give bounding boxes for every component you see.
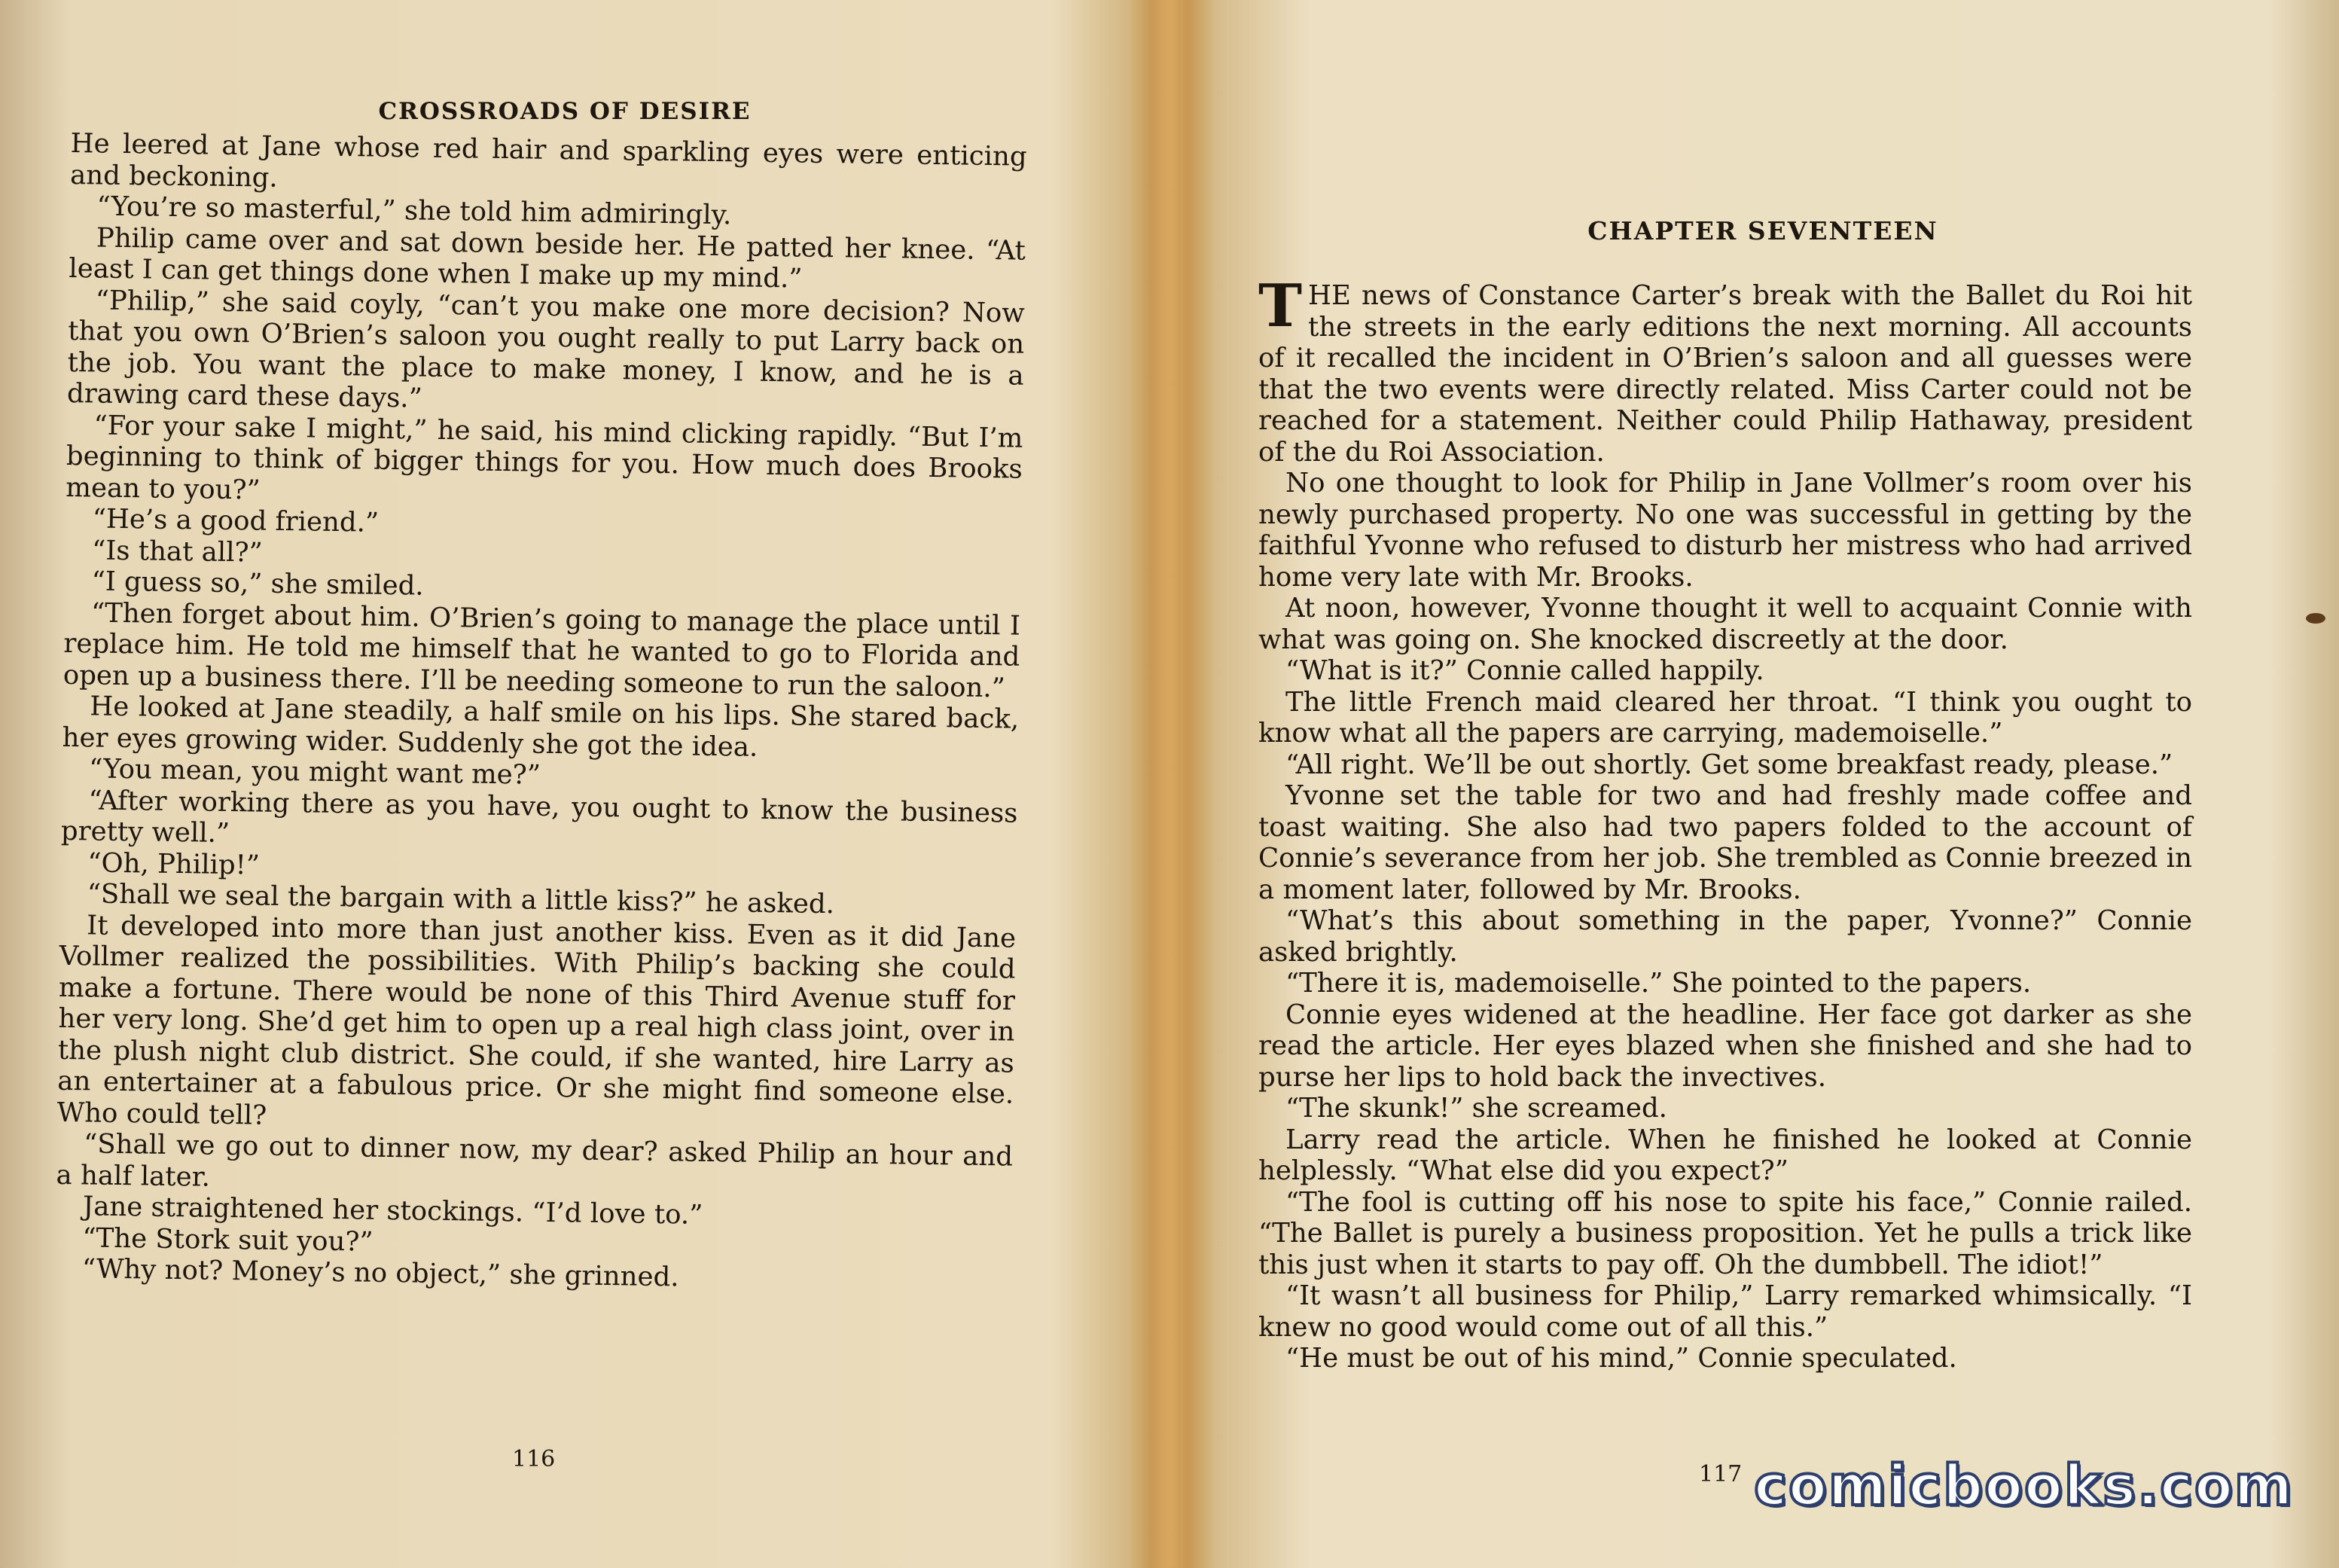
paragraph: “Then forget about him. O’Brien’s going to manage the place until I replace him. He told me himself that he wanted to go to Florida and open up a business there. I’ll be needing someone to run the saloon.”	[63, 596, 1021, 703]
right-page-text	[1258, 272, 2192, 1374]
first-paragraph	[1258, 272, 2192, 468]
paragraph: “You mean, you might want me?”	[88, 753, 541, 791]
paragraph: “You’re so masterful,” she told him admiringly.	[96, 191, 732, 231]
paragraph: It developed into more than just another kiss. Even as it did Jane Vollmer realized the possibilities. With Philip’s backing she could make a fortune. There would be none of this Third Avenue stuff for her very long. She’d get him to open up a real high class joint, over in the plush night club district. She could, if she wanted, hire Larry as an entertainer at a fabulous price. Or she might find someone else. Who could tell?	[56, 909, 1017, 1131]
paragraph: “The Stork suit you?”	[82, 1222, 374, 1258]
paragraph: “Shall we go out to dinner now, my dear? asked Philip an hour and a half later.	[56, 1128, 1014, 1193]
first-paragraph-text: HE news of Constance Carter’s break with the Ballet du Roi hit the streets in the early editions the next morning. All accounts of it recalled the incident in O’Brien’s saloon and all guesses were that the two events were directly related. Miss Carter could not be reached for a statement. Neither could Philip Hathaway, president of the du Roi Association.	[1258, 280, 2192, 468]
paragraph: “It wasn’t all business for Philip,” Larry remarked whimsically. “I knew no good would come out of all this.”	[1258, 1280, 2192, 1343]
paragraph: “Shall we seal the bargain with a little kiss?” he asked.	[87, 878, 835, 920]
paragraph: Larry read the article. When he finished he looked at Connie helplessly. “What else did you expect?”	[1258, 1124, 2192, 1186]
paragraph: No one thought to look for Philip in Jane Vollmer’s room over his newly purchased property. No one was successful in getting by the faithful Yvonne who refused to disturb her mistress who had arrived home very late with Mr. Brooks.	[1258, 468, 2192, 593]
paragraph: “He’s a good friend.”	[92, 503, 380, 538]
watermark-logo: comicbooks.com	[1754, 1454, 2294, 1518]
page-number: 116	[512, 1446, 556, 1472]
paragraph: “Oh, Philip!”	[87, 847, 261, 881]
paragraph: He looked at Jane steadily, a half smile on his lips. She stared back, her eyes growing wider. Suddenly she got the idea.	[62, 691, 1020, 763]
paragraph: “For your sake I might,” he said, his mind clicking rapidly. “But I’m beginning to think of bigger things for you. How much does Brooks mean to you?”	[66, 409, 1023, 506]
ink-spot	[2306, 613, 2325, 624]
paragraph: “What’s this about something in the paper, Yvonne?” Connie asked brightly.	[1258, 905, 2192, 968]
paragraph: Jane straightened her stockings. “I’d love to.”	[82, 1191, 703, 1231]
paragraph: “I guess so,” she smiled.	[91, 566, 424, 602]
paragraph: He leered at Jane whose red hair and sparkling eyes were enticing and beckoning.	[69, 128, 1027, 194]
right-page	[1187, 0, 2339, 1568]
paragraph: “He must be out of his mind,” Connie speculated.	[1285, 1343, 1957, 1374]
page-number: 117	[1699, 1461, 1743, 1487]
running-head: CROSSROADS OF DESIRE	[378, 98, 752, 125]
paragraph: At noon, however, Yvonne thought it well to acquaint Connie with what was going on. She knocked discreetly at the door.	[1258, 593, 2192, 655]
chapter-heading: CHAPTER SEVENTEEN	[1587, 216, 1938, 246]
left-page	[0, 0, 1152, 1568]
paragraph: Yvonne set the table for two and had freshly made coffee and toast waiting. She also had two papers folded to the account of Connie’s severance from her job. She trembled as Connie breezed in a moment later, followed by Mr. Brooks.	[1258, 780, 2192, 905]
paragraph: “Is that all?”	[91, 534, 264, 569]
paragraph: “The skunk!” she screamed.	[1285, 1093, 1667, 1124]
paragraph: “The fool is cutting off his nose to spite his face,” Connie railed. “The Ballet is purely a business proposition. Yet he pulls a trick like this just when it starts to pay off. Oh the dumbbell. The idiot!”	[1258, 1186, 2192, 1280]
paragraph: “After working there as you have, you ought to know the business pretty well.”	[60, 784, 1018, 850]
paragraph: “All right. We’ll be out shortly. Get some breakfast ready, please.”	[1285, 749, 2173, 780]
paragraph: The little French maid cleared her throat. “I think you ought to know what all the papers are carrying, mademoiselle.”	[1258, 686, 2192, 749]
paragraph: “What is it?” Connie called happily.	[1285, 655, 1764, 686]
paragraph: Philip came over and sat down beside her. He patted her knee. “At least I can get things done when I make up my mind.”	[69, 221, 1026, 294]
paragraph: Connie eyes widened at the headline. Her face got darker as she read the article. Her eyes blazed when she finished and she had to purse her lips to hold back the invectives.	[1258, 999, 2192, 1093]
paragraph: “Philip,” she said coyly, “can’t you make one more decision? Now that you own O’Brien’s saloon you ought really to put Larry back on the job. You want the place to make money, I know, and he is a drawing card these days.”	[66, 284, 1025, 414]
left-page-text	[55, 128, 1027, 1298]
drop-cap: T	[1258, 272, 1303, 340]
paragraph: “Why not? Money’s no object,” she grinned.	[81, 1253, 679, 1293]
paragraph: “There it is, mademoiselle.” She pointed to the papers.	[1285, 968, 2032, 999]
